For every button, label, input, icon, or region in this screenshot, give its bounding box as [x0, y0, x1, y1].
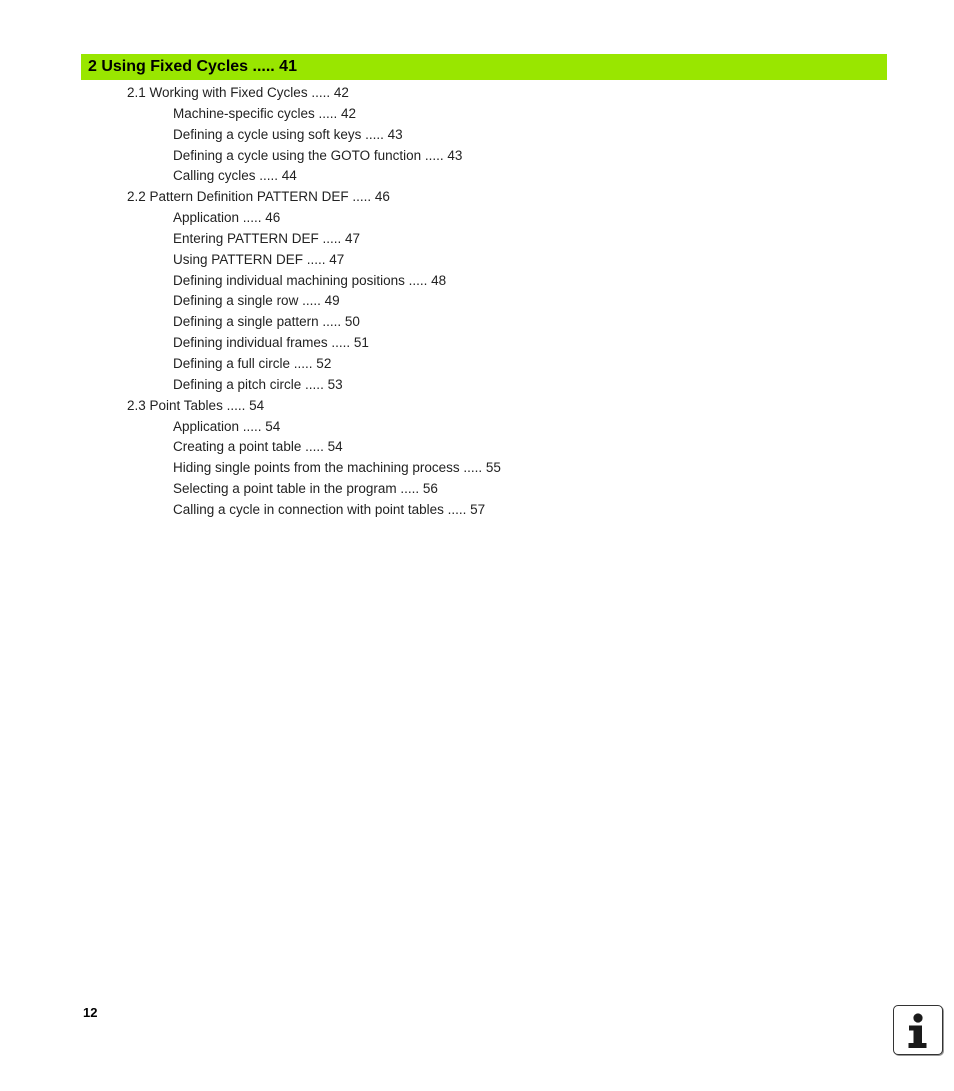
toc-subsection-entry[interactable]: Defining individual machining positions ..... 48	[173, 272, 447, 288]
toc-subsection-entry[interactable]: Machine-specific cycles ..... 42	[173, 105, 357, 121]
toc-subsection-entry[interactable]: Defining a single pattern ..... 50	[173, 314, 360, 330]
table-of-contents	[0, 83, 954, 521]
page-number: 12	[83, 1005, 98, 1020]
toc-subsection-entry[interactable]: Application ..... 46	[173, 210, 281, 226]
toc-subsection-entry[interactable]: Entering PATTERN DEF ..... 47	[173, 230, 361, 246]
toc-subsection-entry[interactable]: Calling a cycle in connection with point tables ..... 57	[173, 501, 486, 517]
chapter-heading-bar	[81, 54, 887, 80]
toc-subsection-entry[interactable]: Creating a point table ..... 54	[173, 439, 343, 455]
info-icon	[893, 1005, 943, 1055]
toc-section-entry[interactable]: 2.1 Working with Fixed Cycles ..... 42	[127, 85, 349, 100]
toc-subsection-entry[interactable]: Defining a cycle using the GOTO function ..... 43	[173, 147, 463, 163]
toc-subsection-entry[interactable]: Defining a cycle using soft keys ..... 43	[173, 126, 403, 142]
toc-subsection-entry[interactable]: Selecting a point table in the program ..... 56	[173, 481, 438, 497]
toc-subsection-entry[interactable]: Defining a pitch circle ..... 53	[173, 376, 343, 392]
toc-section-entry[interactable]: 2.3 Point Tables ..... 54	[127, 397, 265, 413]
toc-subsection-entry[interactable]: Using PATTERN DEF ..... 47	[173, 251, 345, 267]
toc-subsection-entry[interactable]: Application ..... 54	[173, 418, 281, 434]
toc-subsection-entry[interactable]: Defining a full circle ..... 52	[173, 355, 332, 371]
toc-subsection-entry[interactable]: Defining individual frames ..... 51	[173, 335, 369, 351]
toc-subsection-entry[interactable]: Calling cycles ..... 44	[173, 168, 297, 184]
toc-subsection-entry[interactable]: Hiding single points from the machining process ..... 55	[173, 460, 501, 476]
toc-subsection-entry[interactable]: Defining a single row ..... 49	[173, 293, 340, 309]
toc-section-entry[interactable]: 2.2 Pattern Definition PATTERN DEF ..... 46	[127, 189, 390, 205]
chapter-title: 2 Using Fixed Cycles ..... 41	[88, 58, 297, 75]
